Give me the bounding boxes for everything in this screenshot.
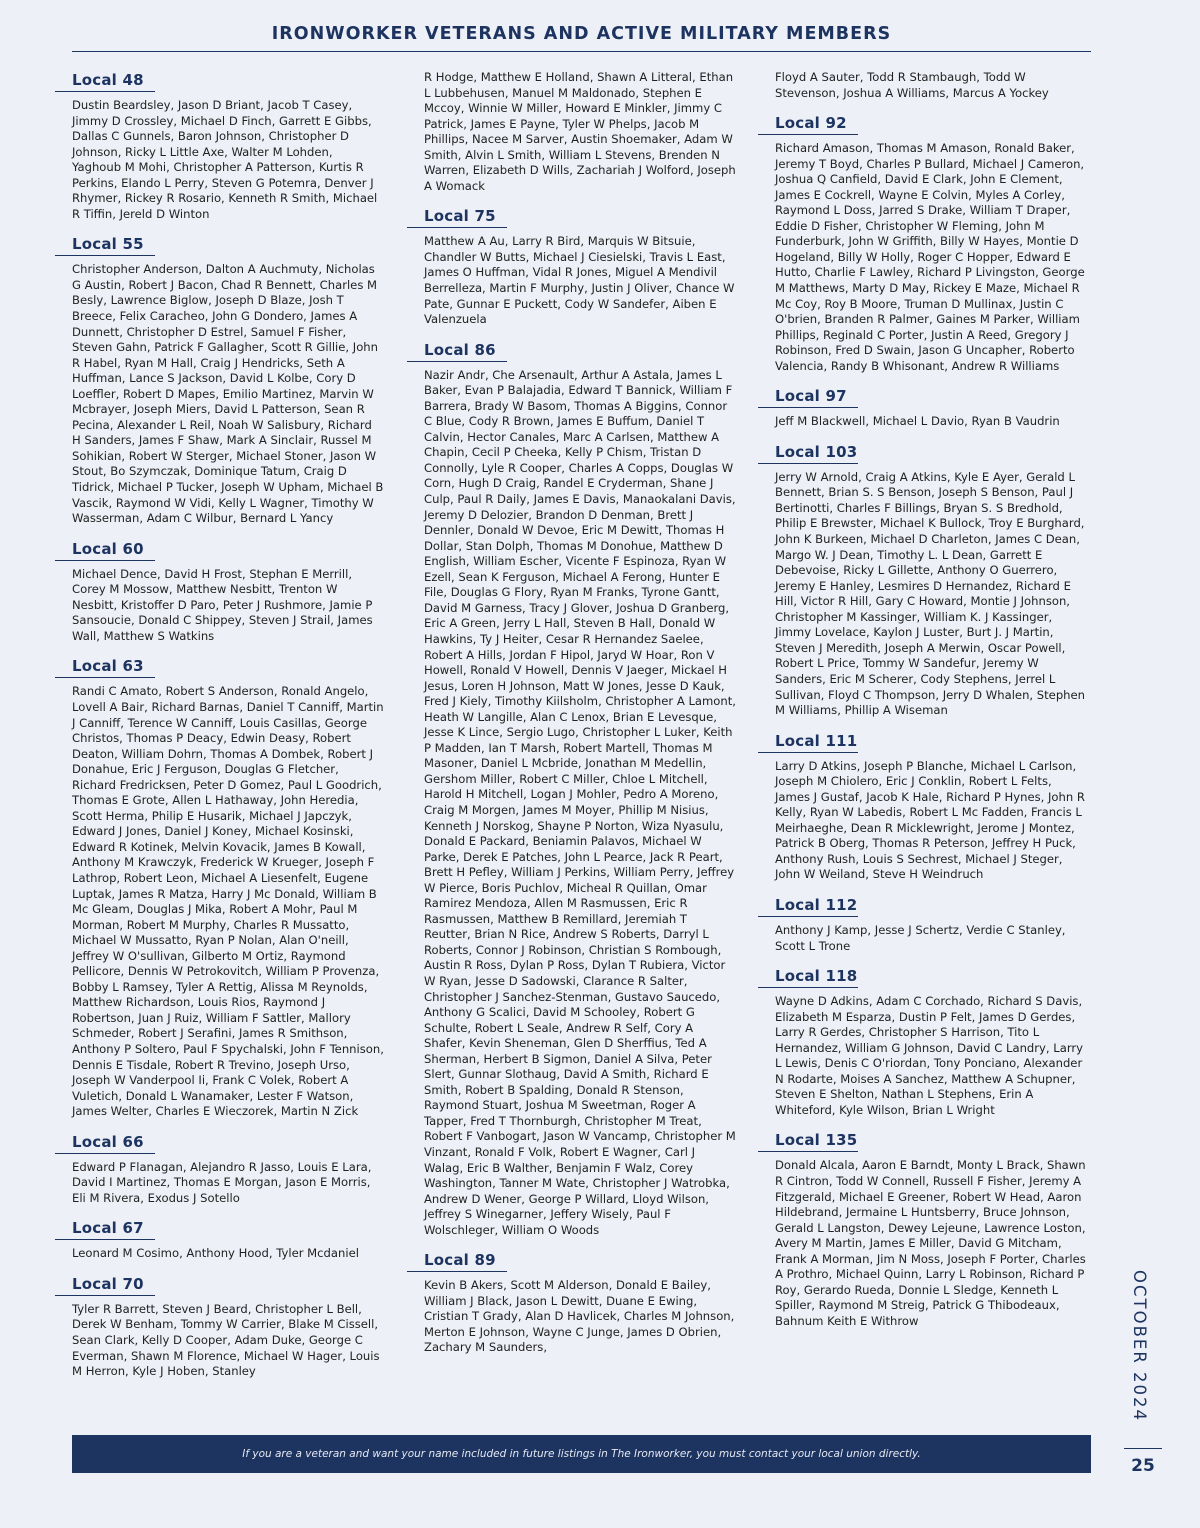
section-rule xyxy=(55,1153,155,1154)
section-title: Local 86 xyxy=(424,340,496,359)
column-2 xyxy=(407,70,752,1368)
section-rule xyxy=(55,1295,155,1296)
section-rule xyxy=(758,407,858,408)
section-local-55 xyxy=(55,234,400,526)
column-3 xyxy=(758,70,1103,1341)
section-title: Local 48 xyxy=(72,71,144,89)
section-local-103 xyxy=(758,442,1103,719)
section-rule xyxy=(758,1151,858,1152)
section-local-135 xyxy=(758,1130,1103,1329)
page-number-rule xyxy=(1124,1448,1162,1449)
section-rule xyxy=(55,677,155,678)
section-title: Local 63 xyxy=(72,657,144,676)
section-rule xyxy=(407,227,507,228)
section-title: Local 112 xyxy=(775,895,858,914)
member-list: Leonard M Cosimo, Anthony Hood, Tyler Mcdaniel xyxy=(72,1246,359,1261)
section-local-97 xyxy=(758,386,1103,430)
section-rule xyxy=(55,1239,155,1240)
section-title: Local 135 xyxy=(775,1131,858,1150)
section-local-60 xyxy=(55,539,400,645)
member-list: Matthew A Au, Larry R Bird, Marquis W Bitsuie, Chandler W Butts, Michael J Ciesielski, Travis L East, James O Huffman, Vidal R Jones, Miguel A Mendivil Berrelleza, Martin F Murphy, Justin J Oliver, Chance W Pate, Gunnar E Puckett, Cody W Sandefer, Aiben E Valenzuela xyxy=(424,234,735,327)
section-local-63 xyxy=(55,656,400,1119)
section-local-48 xyxy=(55,70,400,222)
member-list: Wayne D Adkins, Adam C Corchado, Richard S Davis, Elizabeth M Esparza, Dustin P Felt, James D Gerdes, Larry R Gerdes, Christopher S Harrison, Tito L Hernandez, William G Johnson, David C Landry, Larry L Lewis, Denis C O'riordan, Tony Ponciano, Alexander N Rodarte, Moises A Sanchez, Matthew A Schupner, Steven E Shelton, Nathan L Stephens, Erin A Whiteford, Kyle Wilson, Brian L Wright xyxy=(775,994,1084,1117)
section-title: Local 67 xyxy=(72,1219,144,1238)
member-list: Jerry W Arnold, Craig A Atkins, Kyle E Ayer, Gerald L Bennett, Brian S. S Benson, Joseph S Benson, Paul J Bertinotti, Charles F Billings, Bryan S. S Bredhold, Philip E Brewster, Michael K Bullock, Troy E Burghard, John K Burkeen, Michael D Charleton, James C Dean, Margo W. J Dean, Timothy L. L Dean, Garrett E Debevoise, Ricky L Gillette, Anthony O Guerrero, Jeremy E Hanley, Lesmires D Hernandez, Richard E Hill, Victor R Hill, Gary C Howard, Montie J Johnson, Christopher M Kassinger, William K. J Kassinger, Jimmy Lovelace, Kaylon J Luster, Burt J. J Martin, Steven J Meredith, Joseph A Merwin, Oscar Powell, Robert L Price, Tommy W Sandefur, Jeremy W Sanders, Eric M Scherer, Cody Stephens, Jerrel L Sullivan, Floyd C Thompson, Jerry D Whalen, Stephen M Williams, Phillip A Wiseman xyxy=(775,469,1086,718)
section-rule xyxy=(407,361,507,362)
section-local-70-continued xyxy=(407,70,752,194)
section-rule xyxy=(55,255,155,256)
member-list: Michael Dence, David H Frost, Stephan E Merrill, Corey M Mossow, Matthew Nesbitt, Trenton W Nesbitt, Kristoffer D Paro, Peter J Rushmore, Jamie P Sansoucie, Donald C Shippey, Steven J Strail, James Wall, Matthew S Watkins xyxy=(72,566,373,643)
member-list: R Hodge, Matthew E Holland, Shawn A Litteral, Ethan L Lubbehusen, Manuel M Maldonado, Stephen E Mccoy, Winnie W Miller, Howard E Minkler, Jimmy C Patrick, James E Payne, Tyler W Phelps, Jacob M Phillips, Nacee M Sarver, Austin Shoemaker, Adam W Smith, Alvin L Smith, William L Stevens, Brenden N Warren, Elizabeth D Wills, Zachariah J Wolford, Joseph A Womack xyxy=(424,70,736,193)
section-title: Local 89 xyxy=(424,1251,496,1270)
member-list: Tyler R Barrett, Steven J Beard, Christopher L Bell, Derek W Benham, Tommy W Carrier, Blake M Cissell, Sean Clark, Kelly D Cooper, Adam Duke, George C Everman, Shawn M Florence, Michael W Hager, Louis M Herron, Kyle J Hoben, Stanley xyxy=(72,1301,380,1379)
section-local-86 xyxy=(407,340,752,1239)
section-rule xyxy=(758,987,858,988)
member-list: Randi C Amato, Robert S Anderson, Ronald Angelo, Lovell A Bair, Richard Barnas, Daniel T Canniff, Martin J Canniff, Terence W Canniff, Louis Casillas, George Christos, Thomas P Deacy, Edwin Deasy, Robert Deaton, William Dohrn, Thomas A Dombek, Robert J Donahue, Eric J Ferguson, Douglas G Fletcher, Richard Fredricksen, Peter D Gomez, Paul L Goodrich, Thomas E Grote, Allen L Hathaway, John Heredia, Scott Herma, Philip E Husarik, Michael J Japczyk, Edward J Jones, Daniel J Koney, Michael Kosinski, Edward R Kotinek, Melvin Kovacik, James B Kowall, Anthony M Krawczyk, Frederick W Krueger, Joseph F Lathrop, Robert Leon, Michael A Liesenfelt, Eugene Luptak, James R Matza, Harry J Mc Donald, William B Mc Gleam, Douglas J Mika, Robert A Mohr, Paul M Morman, Robert M Murphy, Charles R Mussatto, Michael W Mussatto, Ryan P Nolan, Alan O'neill, Jeffrey W O'sullivan, Gilberto M Ortiz, Raymond Pellicore, Dennis W Petrokovitch, William P Provenza, Bobby L Ramsey, Tyler A Rettig, Alissa M Reynolds, Matthew Richardson, Louis Rios, Raymond J Robertson, Juan J Ruiz, William F Sattler, Mallory Schmeder, Robert J Serafini, James R Smithson, Anthony P Soltero, Paul F Spychalski, John F Tennison, Dennis E Tisdale, Robert R Trevino, Joseph Urso, Joseph W Vanderpool Ii, Frank C Volek, Robert A Vuletich, Donald L Wanamaker, Lester F Watson, James Welter, Charles E Wieczorek, Martin N Zick xyxy=(72,684,384,1119)
column-1 xyxy=(55,70,400,1392)
section-title: Local 111 xyxy=(775,731,858,750)
member-list: Floyd A Sauter, Todd R Stambaugh, Todd W Stevenson, Joshua A Williams, Marcus A Yockey xyxy=(775,70,1049,100)
page-title: IRONWORKER VETERANS AND ACTIVE MILITARY MEMBERS xyxy=(271,24,892,44)
member-list: Edward P Flanagan, Alejandro R Jasso, Louis E Lara, David I Martinez, Thomas E Morgan, Jason E Morris, Eli M Rivera, Exodus J Sotello xyxy=(72,1159,372,1205)
member-list: Donald Alcala, Aaron E Barndt, Monty L Brack, Shawn R Cintron, Todd W Connell, Russell F Fisher, Jeremy A Fitzgerald, Michael E Greener, Robert W Head, Aaron Hildebrand, Jermaine L Huntsberry, Bruce Johnson, Gerald L Langston, Dewey Lejeune, Lawrence Loston, Avery M Martin, James E Miller, David G Mitcham, Frank A Morman, Jim N Moss, Joseph F Porter, Charles A Prothro, Michael Quinn, Larry L Robinson, Richard P Roy, Gerardo Rueda, Donnie L Sledge, Kenneth L Spiller, Raymond M Streig, Patrick G Thibodeaux, Bahnum Keith E Withrow xyxy=(775,1158,1086,1328)
section-rule xyxy=(758,134,858,135)
section-title: Local 75 xyxy=(424,207,496,226)
section-rule xyxy=(758,916,858,917)
member-list: Jeff M Blackwell, Michael L Davio, Ryan B Vaudrin xyxy=(775,414,1060,429)
section-local-111 xyxy=(758,731,1103,883)
section-title: Local 66 xyxy=(72,1132,144,1151)
footer-note: If you are a veteran and want your name included in future listings in The Ironworker, you must contact your local union directly. xyxy=(242,1448,921,1460)
section-title: Local 92 xyxy=(775,114,847,133)
section-title: Local 118 xyxy=(775,967,858,986)
section-rule xyxy=(55,91,155,92)
member-list: Nazir Andr, Che Arsenault, Arthur A Astala, James L Baker, Evan P Balajadia, Edward T Bannick, William F Barrera, Brady W Basom, Thomas A Biggins, Connor C Blue, Cody R Brown, James E Buffum, Daniel T Calvin, Hector Canales, Marc A Carlsen, Matthew A Chapin, Cecil P Cheeka, Kelly P Chism, Tristan D Connolly, Lyle R Cooper, Charles A Copps, Douglas W Corn, Hugh D Craig, Randel E Cryderman, Shane J Culp, Paul R Daily, James E Davis, Manaokalani Davis, Jeremy D Delozier, Brandon D Denman, Brett J Dennler, Donald W Devoe, Eric M Dewitt, Thomas H Dollar, Stan Dolph, Thomas M Donohue, Matthew D English, William Escher, Vicente F Espinoza, Ryan W Ezell, Sean K Ferguson, Michael A Ferong, Hunter E File, Douglas G Flory, Ryan M Franks, Tyrone Gantt, David M Garness, Tracy J Glover, Joshua D Granberg, Eric A Green, Jerry L Hall, Steven B Hall, Donald W Hawkins, Ty J Heiter, Cesar R Hernandez Saelee, Robert A Hills, Jordan F Hipol, Jaryd W Hoar, Ron V Howell, Ronald V Howell, Dennis V Jaeger, Mickael H Jesus, Loren H Johnson, Matt W Jones, Jesse D Kauk, Fred J Kiely, Timothy Kiilsholm, Christopher A Lamont, Heath W Langille, Alan C Lenox, Brian E Levesque, Jesse K Lince, Sergio Lugo, Christopher L Luker, Keith P Madden, Ian T Marsh, Robert Martell, Thomas M Masoner, Daniel L Mcbride, Jonathan M Medellin, Gershom Miller, Robert C Miller, Chloe L Mitchell, Harold H Mitchell, Logan J Mohler, Pedro A Moreno, Craig M Morgen, James M Moyer, Phillip M Nisius, Kenneth J Norskog, Shayne P Norton, Wiza Nyasulu, Donald E Packard, Beniamin Palavos, Michael W Parke, Derek E Patches, John L Pearce, Jack R Peart, Brett H Pefley, William J Perkins, William Perry, Jeffrey W Pierce, Boris Puchlov, Micheal R Quillan, Omar Ramirez Mendoza, Allen M Rasmussen, Eric R Rasmussen, Matthew B Remillard, Jeremiah T Reutter, Brian N Rice, Andrew S Roberts, Darryl L Roberts, Connor J Robinson, Christian S Rombough, Austin R Ross, Dylan P Ross, Dylan T Rubiera, Victor W Ryan, Jesse D Sadowski, Clarance R Salter, Christopher J Sanchez-Stenman, Gustavo Saucedo, Anthony G Scalici, David M Schooley, Robert G Schulte, Robert L Seale, Andrew R Self, Cory A Shafer, Kevin Sheneman, Glen D Sherffius, Ted A Sherman, Herbert B Sigmon, Daniel A Silva, Peter Slert, Gunnar Slothaug, David A Smith, Richard E Smith, Robert B Spalding, Donald R Stenson, Raymond Stuart, Joshua M Sweetman, Roger A Tapper, Fred T Thornburgh, Christopher M Treat, Robert F Vanbogart, Jason W Vancamp, Christopher M Vinzant, Ronald F Volk, Robert E Wagner, Carl J Walag, Eric B Walther, Benjamin F Walz, Corey Washington, Tanner M Wate, Christopher J Watrobka, Andrew D Wener, George P Willard, Lloyd Wilson, Jeffrey S Winegarner, Jeffery Wisely, Paul F Wolschleger, William O Woods xyxy=(424,367,736,1237)
section-rule xyxy=(758,752,858,753)
section-rule xyxy=(758,463,858,464)
footer-note-bar xyxy=(72,1435,1091,1473)
section-local-92 xyxy=(758,113,1103,374)
section-local-75 xyxy=(407,206,752,327)
member-list: Anthony J Kamp, Jesse J Schertz, Verdie C Stanley, Scott L Trone xyxy=(775,922,1066,953)
member-list: Dustin Beardsley, Jason D Briant, Jacob T Casey, Jimmy D Crossley, Michael D Finch, Garrett E Gibbs, Dallas C Gunnels, Baron Johnson, Christopher D Johnson, Ricky L Little Axe, Walter M Lohden, Yaghoub M Mohi, Christopher A Patterson, Kurtis R Perkins, Elando L Perry, Steven G Potemra, Denver J Rhymer, Rickey R Rosario, Kenneth R Smith, Michael R Tiffin, Jereld D Winton xyxy=(72,98,378,221)
member-list: Christopher Anderson, Dalton A Auchmuty, Nicholas G Austin, Robert J Bacon, Chad R Bennett, Charles M Besly, Lawrence Biglow, Joseph D Blaze, Josh T Breece, Felix Caracheo, John G Dondero, James A Dunnett, Christopher D Estrel, Samuel F Fisher, Steven Gahn, Patrick F Gallagher, Scott R Gillie, John R Habel, Ryan M Hall, Craig J Hendricks, Seth A Huffman, Lance S Jackson, David L Kolbe, Cory D Loeffler, Robert D Mapes, Emilio Martinez, Marvin W Mcbrayer, Joseph Miers, David L Patterson, Sean R Pecina, Alexander L Reil, Noah W Salisbury, Richard H Sanders, James F Shaw, Mark A Sinclair, Russel M Sohikian, Robert W Sterger, Michael Stoner, Jason W Stout, Bo Szymczak, Dominique Tatum, Craig D Tidrick, Michael P Tucker, Joseph W Upham, Michael B Vascik, Raymond W Vidi, Kelly L Wagner, Timothy W Wasserman, Adam C Wilbur, Bernard L Yancy xyxy=(72,262,384,526)
section-rule xyxy=(407,1271,507,1272)
title-rule xyxy=(72,51,1091,52)
section-local-67 xyxy=(55,1218,400,1262)
section-local-112 xyxy=(758,895,1103,954)
section-rule xyxy=(55,560,155,561)
section-local-118 xyxy=(758,966,1103,1118)
section-title: Local 60 xyxy=(72,539,144,558)
section-title: Local 103 xyxy=(775,442,858,461)
member-list: Richard Amason, Thomas M Amason, Ronald Baker, Jeremy T Boyd, Charles P Bullard, Michael J Cameron, Joshua Q Canfield, David E Clark, John E Clement, James E Cockrell, Wayne E Colvin, Myles A Corley, Raymond L Doss, Jarred S Drake, William T Draper, Eddie D Fisher, Christopher W Fleming, John M Funderburk, John W Griffith, Billy W Hayes, Montie D Hogeland, Billy W Holly, Roger C Hopper, Edward E Hutto, Charlie F Lawley, Richard P Livingston, George M Matthews, Marty D May, Rickey E Maze, Michael R Mc Coy, Roy B Moore, Truman D Mullinax, Justin C O'brien, Branden R Palmer, Gaines M Parker, William Phillips, Reginald C Porter, Justin A Reed, Gregory J Robinson, Fred D Swain, Jason G Uncapher, Roberto Valencia, Randy B Whisonant, Andrew R Williams xyxy=(775,141,1085,373)
member-list: Kevin B Akers, Scott M Alderson, Donald E Bailey, William J Black, Jason L Dewitt, Duane E Ewing, Cristian T Grady, Alan D Havlicek, Charles M Johnson, Merton E Johnson, Wayne C Junge, James D Obrien, Zachary M Saunders, xyxy=(424,1278,735,1355)
section-title: Local 55 xyxy=(72,235,144,254)
section-local-70 xyxy=(55,1274,400,1380)
member-list: Larry D Atkins, Joseph P Blanche, Michael L Carlson, Joseph M Chiolero, Eric J Conklin, Robert L Felts, James J Gustaf, Jacob K Hale, Richard P Hynes, John R Kelly, Ryan W Labedis, Robert L Mc Fadden, Francis L Meirhaeghe, Dean R Micklewright, Jerome J Montez, Patrick B Oberg, Thomas R Peterson, Jeffrey H Puck, Anthony Rush, Louis S Sechrest, Michael J Steger, John W Weiland, Steve H Weindruch xyxy=(775,758,1085,882)
section-local-89-continued xyxy=(758,70,1103,101)
section-title: Local 70 xyxy=(72,1274,144,1293)
issue-month: OCTOBER 2024 xyxy=(1130,1270,1149,1423)
section-local-66 xyxy=(55,1132,400,1207)
section-title: Local 97 xyxy=(775,387,847,406)
section-local-89 xyxy=(407,1250,752,1356)
page-number: 25 xyxy=(1131,1456,1155,1476)
